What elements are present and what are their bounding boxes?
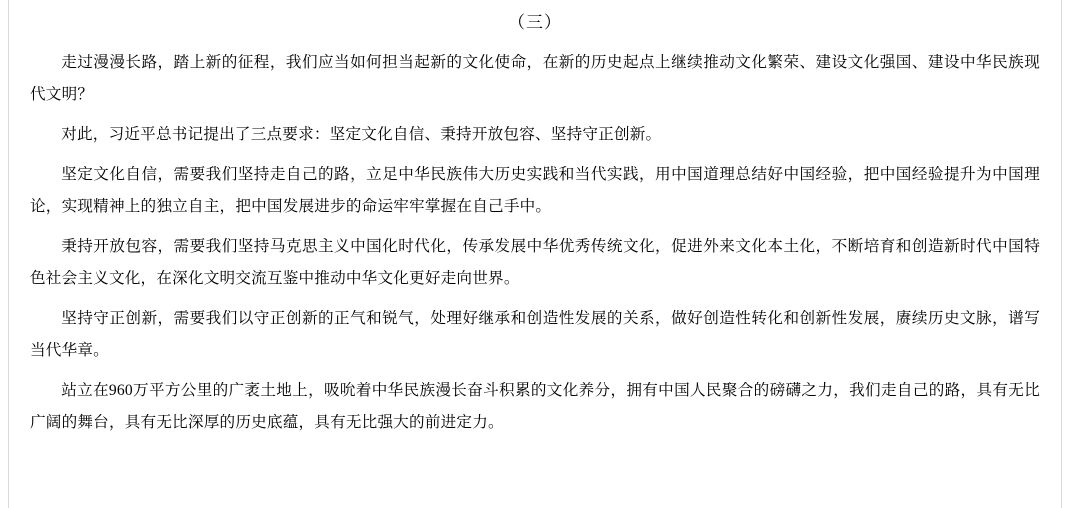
right-margin-rule (1061, 0, 1062, 508)
paragraph: 走过漫漫长路，踏上新的征程，我们应当如何担当起新的文化使命，在新的历史起点上继续推动文化繁荣、建设文化强国、建设中华民族现代文明？ (30, 54, 1040, 103)
paragraph: 秉持开放包容，需要我们坚持马克思主义中国化时代化，传承发展中华优秀传统文化，促进外来文化本土化，不断培育和创造新时代中国特色社会主义文化，在深化文明交流互鉴中推动中华文化更好走向世界。 (30, 238, 1040, 287)
paragraph: 坚定文化自信，需要我们坚持走自己的路，立足中华民族伟大历史实践和当代实践，用中国道理总结好中国经验，把中国经验提升为中国理论，实现精神上的独立自主，把中国发展进步的命运牢牢掌握在自己手中。 (30, 166, 1040, 215)
paragraph: 坚持守正创新，需要我们以守正创新的正气和锐气，处理好继承和创造性发展的关系，做好创造性转化和创新性发展，赓续历史文脉，谱写当代华章。 (30, 310, 1040, 359)
paragraph: 对此，习近平总书记提出了三点要求：坚定文化自信、秉持开放包容、坚持守正创新。 (61, 126, 662, 143)
left-margin-rule (8, 0, 9, 508)
document-body (30, 0, 1040, 439)
section-heading: （三） (508, 13, 562, 32)
paragraph: 站立在960万平方公里的广袤土地上，吸吮着中华民族漫长奋斗积累的文化养分，拥有中国人民聚合的磅礴之力，我们走自己的路，具有无比广阔的舞台，具有无比深厚的历史底蕴，具有无比强大的前进定力。 (30, 382, 1040, 431)
